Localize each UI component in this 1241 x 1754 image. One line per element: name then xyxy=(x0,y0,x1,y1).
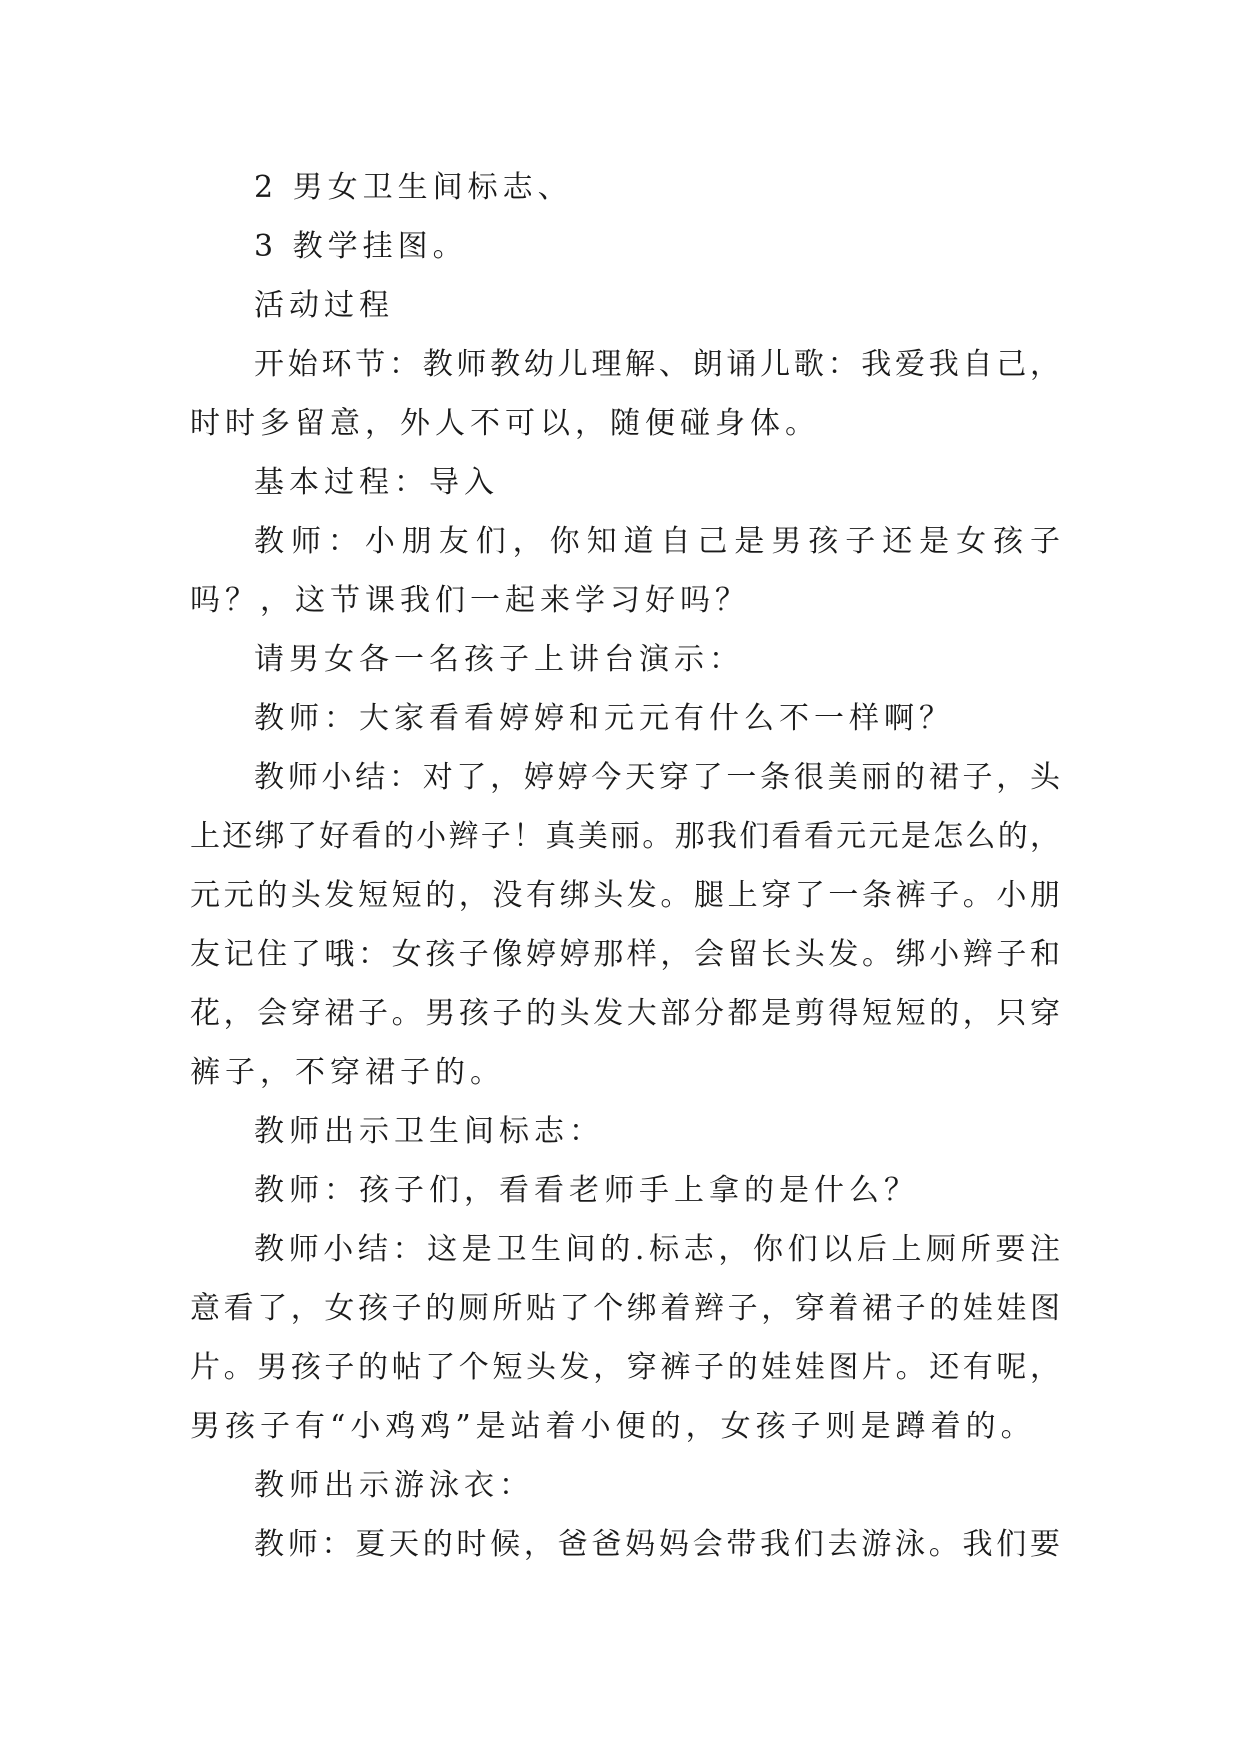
text-line: 吗？，这节课我们一起来学习好吗？ xyxy=(190,583,750,618)
text-line: 上还绑了好看的小辫子！真美丽。那我们看看元元是怎么的， xyxy=(190,819,1060,854)
text-line: 教师小结：对了，婷婷今天穿了一条很美丽的裙子，头 xyxy=(254,760,1060,795)
text-line: 活动过程 xyxy=(254,288,394,323)
text-line: 男孩子有“小鸡鸡”是站着小便的，女孩子则是蹲着的。 xyxy=(190,1409,1036,1444)
text-line: 教师：孩子们，看看老师手上拿的是什么？ xyxy=(254,1173,919,1208)
text-line: 3 教学挂图。 xyxy=(254,229,468,264)
text-line: 请男女各一名孩子上讲台演示： xyxy=(254,642,744,677)
text-line: 片。男孩子的帖了个短头发，穿裤子的娃娃图片。还有呢， xyxy=(190,1350,1060,1385)
text-line: 意看了，女孩子的厕所贴了个绑着辫子，穿着裙子的娃娃图 xyxy=(190,1291,1060,1326)
text-line: 开始环节：教师教幼儿理解、朗诵儿歌：我爱我自己， xyxy=(254,347,1060,382)
text-line: 2 男女卫生间标志、 xyxy=(254,170,573,205)
text-line: 元元的头发短短的，没有绑头发。腿上穿了一条裤子。小朋 xyxy=(190,878,1060,913)
text-line: 友记住了哦：女孩子像婷婷那样，会留长头发。绑小辫子和 xyxy=(190,937,1060,972)
text-line: 基本过程：导入 xyxy=(254,465,499,500)
text-line: 教师：小朋友们，你知道自己是男孩子还是女孩子 xyxy=(254,524,1060,559)
text-line: 裤子，不穿裙子的。 xyxy=(190,1055,505,1090)
document-body xyxy=(190,158,1060,1574)
text-line: 花，会穿裙子。男孩子的头发大部分都是剪得短短的，只穿 xyxy=(190,996,1060,1031)
text-line: 教师小结：这是卫生间的.标志，你们以后上厕所要注 xyxy=(254,1232,1060,1267)
text-line: 教师：夏天的时候，爸爸妈妈会带我们去游泳。我们要 xyxy=(254,1527,1060,1562)
text-line: 时时多留意，外人不可以，随便碰身体。 xyxy=(190,406,820,441)
text-line: 教师：大家看看婷婷和元元有什么不一样啊？ xyxy=(254,701,954,736)
text-line: 教师出示游泳衣： xyxy=(254,1468,534,1503)
text-line: 教师出示卫生间标志： xyxy=(254,1114,604,1149)
